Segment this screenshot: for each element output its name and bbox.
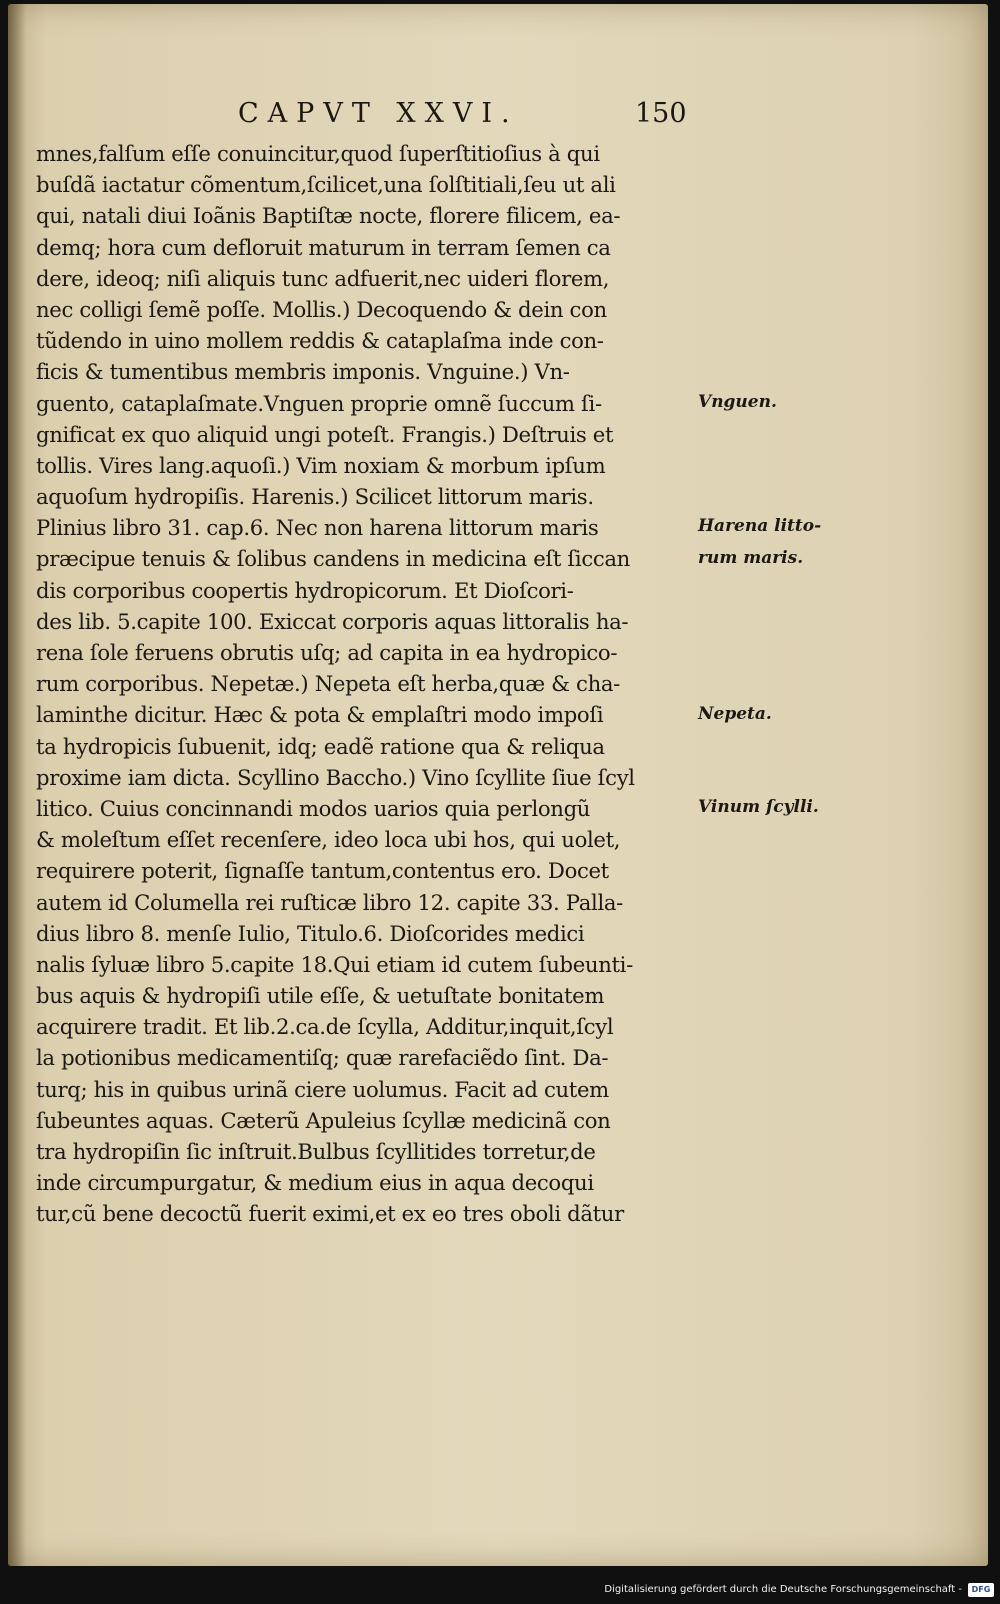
text-line: proxime iam dicta. Scyllino Baccho.) Vino ſcyllite ſiue ſcyl: [36, 764, 635, 790]
text-line: requirere poterit, ſignaſſe tantum,contentus ero. Docet: [36, 858, 609, 884]
text-line: tũdendo in uino mollem reddis & cataplaſma inde con-: [36, 328, 604, 354]
text-line: ſubeuntes aquas. Cæterũ Apuleius ſcyllæ medicinã con: [36, 1107, 611, 1133]
text-line: laminthe dicitur. Hæc & pota & emplaſtri modo impoſi: [36, 702, 604, 728]
text-line: ficis & tumentibus membris imponis. Vnguine.) Vn-: [36, 359, 570, 385]
book-page: [8, 4, 988, 1566]
text-line: nec colligi ſemẽ poſſe. Mollis.) Decoquendo & dein con: [36, 296, 607, 322]
margin-note: Harena litto-: [698, 516, 822, 537]
text-line: rena ſole feruens obrutis uſq; ad capita in ea hydropico-: [36, 640, 618, 665]
chapter-heading: CAPVT XXVI.: [238, 98, 519, 129]
text-line: gnificat ex quo aliquid ungi poteſt. Frangis.) Deſtruis et: [36, 421, 614, 447]
text-line: autem id Columella rei ruſticæ libro 12. capite 33. Palla-: [36, 889, 623, 915]
footer-bar: [0, 1582, 1000, 1604]
body-text: [36, 138, 696, 1230]
text-line: dere, ideoq; niſi aliquis tunc adfuerit,nec uideri florem,: [36, 265, 610, 291]
text-line: mnes,falſum eſſe conuincitur,quod ſuperſtitioſius à qui: [36, 141, 600, 166]
dfg-logo: DFG: [968, 1583, 994, 1597]
text-line: turq; his in quibus urinã ciere uolumus. Facit ad cutem: [36, 1076, 609, 1102]
text-line: bus aquis & hydropiſi utile eſſe, & uetuſtate bonitatem: [36, 983, 605, 1009]
text-line: præcipue tenuis & ſolibus candens in medicina eſt ſiccan: [36, 546, 630, 572]
text-line: demq; hora cum defloruit maturum in terram ſemen ca: [36, 234, 611, 260]
text-line: rum corporibus. Nepetæ.) Nepeta eſt herba,quæ & cha-: [36, 671, 620, 697]
running-head: [8, 98, 988, 138]
text-line: & moleſtum eſſet recenſere, ideo loca ubi hos, qui uolet,: [36, 827, 621, 853]
text-line: ta hydropicis ſubuenit, idq; eadẽ ratione qua & reliqua: [36, 733, 605, 759]
text-line: qui, natali diui Ioãnis Baptiſtæ nocte, florere filicem, ea-: [36, 203, 621, 229]
text-line: tra hydropiſin ſic inſtruit.Bulbus ſcyllitides torretur,de: [36, 1139, 596, 1164]
text-line: la potionibus medicamentiſq; quæ rarefaciẽdo ſint. Da-: [36, 1045, 609, 1071]
margin-note: rum maris.: [698, 547, 804, 568]
text-line: litico. Cuius concinnandi modos uarios quia perlongũ: [36, 795, 591, 821]
margin-note: Nepeta.: [698, 703, 772, 724]
spine-shadow: [8, 4, 26, 1566]
text-line: buſdã iactatur cõmentum,ſcilicet,una ſolſtitiali,ſeu ut ali: [36, 172, 616, 198]
text-line: acquirere tradit. Et lib.2.ca.de ſcylla, Additur,inquit,ſcyl: [36, 1014, 614, 1040]
margin-note: Vinum ſcylli.: [698, 797, 819, 818]
text-line: des lib. 5.capite 100. Exiccat corporis aquas littoralis ha-: [36, 608, 629, 634]
text-line: tur,cũ bene decoctũ fuerit eximi,et ex eo tres oboli dãtur: [36, 1201, 624, 1227]
text-line: inde circumpurgatur, & medium eius in aqua decoqui: [36, 1170, 594, 1196]
text-line: aquoſum hydropiſis. Harenis.) Scilicet littorum maris.: [36, 484, 594, 510]
text-line: dius libro 8. menſe Iulio, Titulo.6. Dioſcorides medici: [36, 920, 585, 946]
text-line: Plinius libro 31. cap.6. Nec non harena littorum maris: [36, 515, 599, 541]
text-line: dis corporibus coopertis hydropicorum. Et Dioſcori-: [36, 577, 574, 603]
text-line: nalis ſyluæ libro 5.capite 18.Qui etiam id cutem ſubeunti-: [36, 951, 633, 977]
folio-number: 150: [635, 98, 687, 129]
funding-notice: Digitalisierung gefördert durch die Deutsche Forschungsgemeinschaft -: [604, 1584, 962, 1595]
margin-note: Vnguen.: [698, 391, 777, 412]
text-line: guento, cataplaſmate.Vnguen proprie omnẽ ſuccum ſi-: [36, 390, 602, 416]
text-line: tollis. Vires lang.aquoſi.) Vim noxiam & morbum ipſum: [36, 452, 606, 478]
